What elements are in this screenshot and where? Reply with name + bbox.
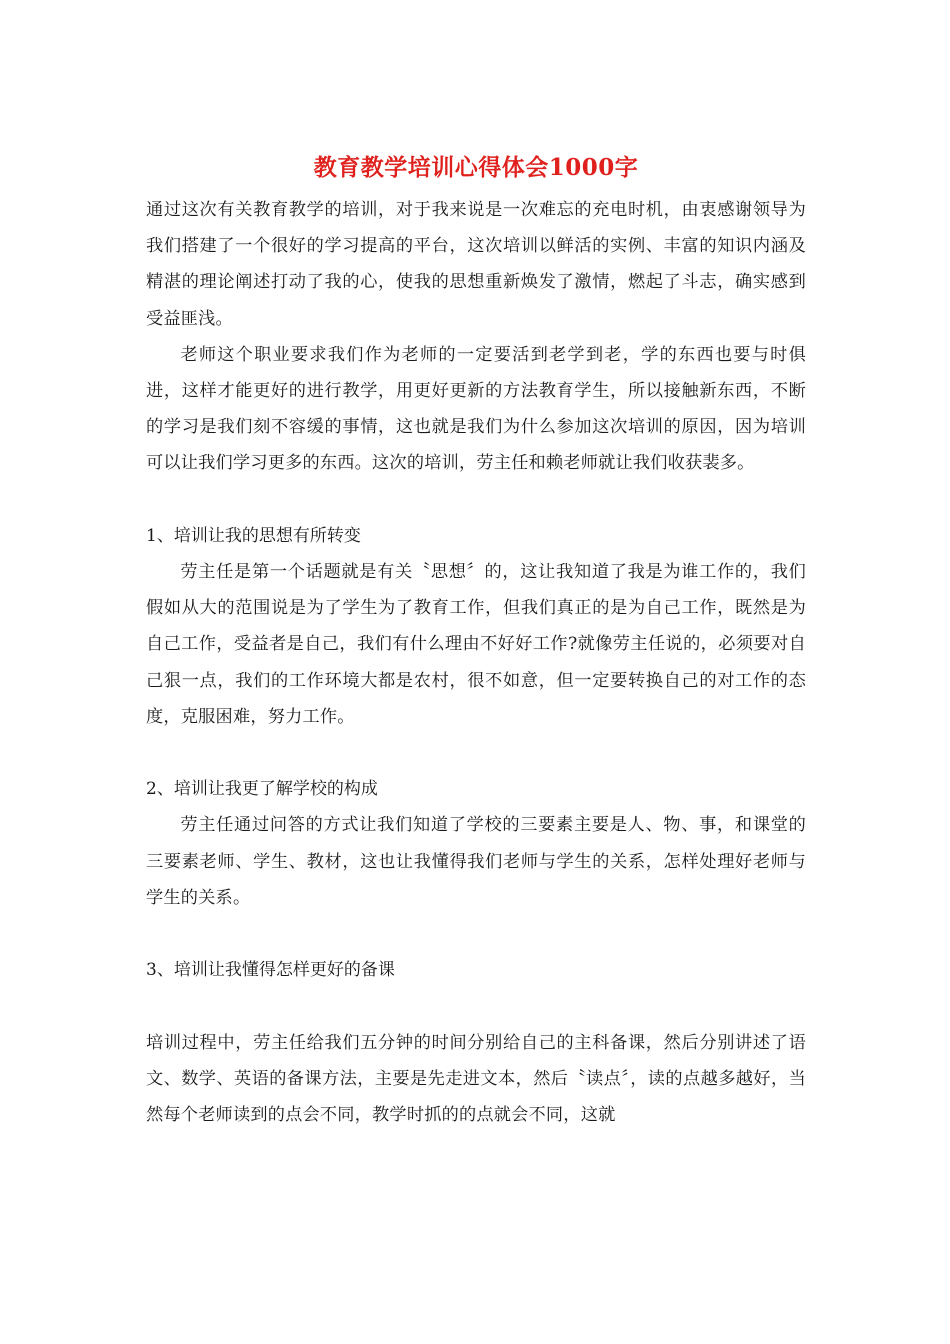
- paragraph-teacher-profession: 老师这个职业要求我们作为老师的一定要活到老学到老，学的东西也要与时俱进，这样才能更好的进行教学，用更好更新的方法教育学生，所以接触新东西，不断的学习是我们刻不容缓的事情，这也就是我们为什么参加这次培训的原因，因为培训可以让我们学习更多的东西。这次的培训，劳主任和赖老师就让我们收获裴多。: [146, 344, 806, 474]
- paragraph-section-2: 劳主任通过问答的方式让我们知道了学校的三要素主要是人、物、事，和课堂的三要素老师、学生、教材，这也让我懂得我们老师与学生的关系，怎样处理好老师与学生的关系。: [146, 815, 806, 908]
- paragraph-intro: 通过这次有关教育教学的培训，对于我来说是一次难忘的充电时机，由衷感谢领导为我们搭建了一个很好的学习提高的平台，这次培训以鲜活的实例、丰富的知识内涵及精湛的理论阐述打动了我的心，使我的思想重新焕发了激情，燃起了斗志，确实感到受益匪浅。: [146, 200, 806, 329]
- section-heading-3: 3、培训让我懂得怎样更好的备课: [146, 960, 395, 981]
- paragraph-section-1: 劳主任是第一个话题就是有关〝思想〞的，这让我知道了我是为谁工作的，我们假如从大的范围说是为了学生为了教育工作，但我们真正的是为自己工作，既然是为自己工作，受益者是自己，我们有什么理由不好好工作?就像劳主任说的，必须要对自己狠一点，我们的工作环境大都是农村，很不如意，但一定要转换自己的对工作的态度，克服困难，努力工作。: [146, 562, 806, 727]
- blank-line: [146, 988, 806, 1024]
- document-body: [146, 148, 806, 1133]
- paragraph-section-3: 培训过程中，劳主任给我们五分钟的时间分别给自己的主科备课，然后分别讲述了语文、数学、英语的备课方法，主要是先走进文本，然后〝读点〞，读的点越多越好，当然每个老师读到的点会不同，教学时抓的的点就会不同，这就: [146, 1032, 806, 1126]
- document-title: 教育教学培训心得体会1000字: [313, 154, 639, 181]
- section-heading-2: 2、培训让我更了解学校的构成: [146, 779, 378, 800]
- blank-line: [146, 482, 806, 518]
- blank-line: [146, 916, 806, 952]
- section-heading-1: 1、培训让我的思想有所转变: [146, 525, 361, 546]
- blank-line: [146, 735, 806, 771]
